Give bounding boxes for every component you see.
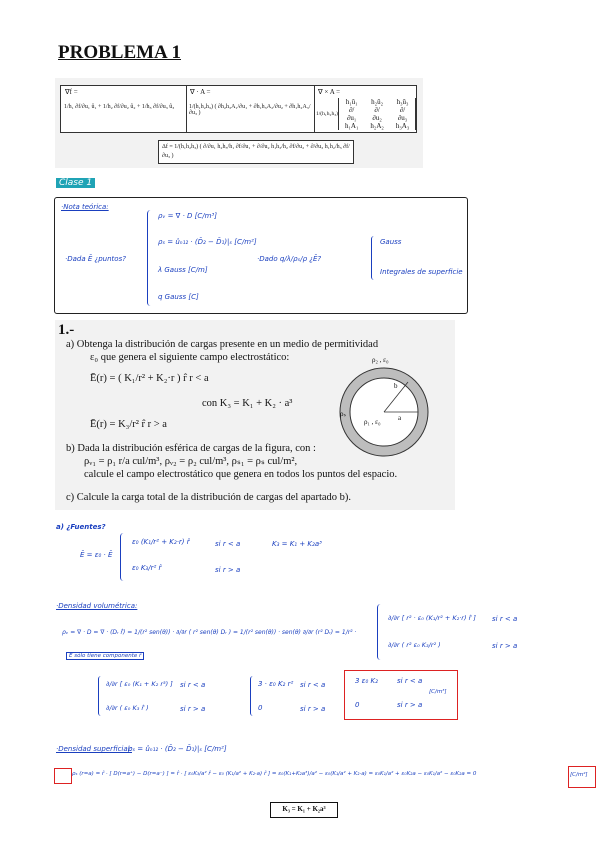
nota-dado: ·Dado q/λ/ρₛ/ρ ¿Ē? — [257, 255, 322, 263]
grad-head: ∇f = — [65, 88, 78, 96]
vol-case1: ∂/∂r [ r² · ε₀ (K₁/r² + K₂·r) r̂ ] — [388, 614, 476, 622]
sol-case2: ε₀ K₃/r² r̂ — [132, 564, 162, 572]
sup-result-box — [568, 766, 596, 788]
problem-b-line1: b) Dada la distribución esférica de cargas de la figura, con : — [66, 443, 316, 454]
nota-brace — [147, 210, 154, 306]
curl-cell: h₃A₃ — [395, 122, 410, 130]
div-formula: 1/(h₁h₂h₃) ( ∂h₂h₃A₁/∂u₁ + ∂h₁h₃A₂/∂u₂ + ∂h₁h₂A₃/∂u₃ ) — [189, 104, 311, 116]
nota-brace-right — [371, 236, 377, 280]
curl-prefix: 1/(h₁h₂h₃) — [316, 111, 338, 117]
step-brace-2 — [250, 676, 256, 716]
problem-c-line: c) Calcule la carga total de la distribución de cargas del apartado b). — [66, 492, 352, 503]
curl-matrix — [338, 98, 416, 130]
step1-case1: ∂/∂r [ ε₀ (K₁ + K₂ r³) ] — [106, 680, 173, 688]
vol-result-b: 0 — [355, 701, 360, 709]
nota-item: q Gauss [C] — [158, 293, 199, 301]
sol-brace — [120, 533, 127, 581]
step2-case2: 0 — [258, 704, 263, 712]
sup-result-unit: [C/m²] — [570, 772, 588, 778]
sup-start-box — [54, 768, 72, 784]
problem-con: con K₃ = K₁ + K₂ · a³ — [202, 398, 293, 409]
vol-result-box — [344, 670, 458, 720]
sup-head: ·Densidad superficial: — [56, 745, 132, 753]
vol-result-cond-gt: si r > a — [397, 701, 423, 709]
step2-cond-lt: si r < a — [300, 681, 326, 689]
nota-box — [54, 197, 468, 314]
laplacian-formula: Δf = 1/(h₁h₂h₃) ( ∂/∂u₁ h₂h₃/h₁ ∂f/∂u₁ + ∂/∂u₂ h₁h₃/h₂ ∂f/∂u₂ + ∂/∂u₃ h₁h₂/h₃ ∂f/∂u₃ ) — [158, 140, 354, 164]
step1-cond-lt: si r < a — [180, 681, 206, 689]
curl-cell: ∂/∂u₂ — [372, 106, 382, 122]
sol-case1: ε₀ (K₁/r² + K₂·r) r̂ — [132, 538, 190, 546]
fig-label-eps: ρ₂ , ε₀ — [372, 356, 389, 364]
vol-brace — [377, 604, 384, 660]
sol-cond-lt: si r < a — [215, 540, 241, 548]
nota-question: ·Dada Ē ¿puntos? — [65, 255, 126, 263]
formula-table — [60, 85, 417, 133]
problem-a-line2: ε₀ que genera el siguiente campo electrostático: — [90, 352, 290, 363]
nota-result: Gauss — [380, 238, 402, 246]
curl-cell: h₂û₂ — [371, 98, 384, 106]
grad-formula: 1/h₁ ∂f/∂u₁ û₁ + 1/h₂ ∂f/∂u₂ û₂ + 1/h₃ ∂f/∂u₃ û₃ — [64, 104, 175, 110]
problem-number: 1.- — [58, 322, 75, 338]
step2-case1: 3 · ε₀ K₂ r² — [258, 680, 294, 688]
curl-cell: h₃û₃ — [396, 98, 409, 106]
vol-eq: ρᵥ = ∇ · D = ∇ · (Dᵣ r̂) = 1/(r² sen(θ)) · ∂/∂r ( r² sen(θ) Dᵣ ) = 1/(r² sen(θ)) · sen(θ) ∂/∂r (r² Dᵣ) = 1/r² · — [62, 629, 357, 636]
fig-label-rs: ρₛ — [340, 410, 347, 418]
problem-b-line3: calcule el campo electrostático que genera en todos los puntos del espacio. — [84, 469, 398, 480]
vol-result-unit: [C/m³] — [429, 689, 447, 695]
nota-item: ρₛ = ûₙ₁₂ · (D̄₂ − D̄₁)|ₛ [C/m²] — [158, 238, 257, 246]
problem-e-inner: Ē(r) = ( K₁/r² + K₂·r ) r̂ r < a — [90, 373, 209, 384]
sol-field: Ē = ε₀ · Ē — [80, 551, 113, 559]
fig-label-r1: ρ₁ , ε₀ — [364, 418, 381, 426]
vol-result-a: 3 ε₀ K₂ — [355, 677, 378, 685]
vol-cond-lt: si r < a — [492, 615, 518, 623]
curl-head: ∇ × A = — [318, 88, 341, 96]
curl-cell: h₂A₂ — [370, 122, 384, 130]
div-head: ∇ · A = — [190, 88, 211, 96]
nota-result: Integrales de superficie — [380, 268, 463, 276]
k3-box — [270, 802, 338, 818]
k3-box-text: K₃ = K₁ + K₂a³ — [282, 805, 326, 813]
curl-cell: h₁A₁ — [344, 122, 359, 130]
curl-cell: ∂/∂u₁ — [346, 106, 357, 122]
page-title: PROBLEMA 1 — [58, 42, 181, 63]
sup-line: ρₛ (r=a) = r̂ · [ D(r=a⁺) − D(r=a⁻) ] = r̂ · [ ε₀K₃/a² r̂ − ε₀ (K₁/a² + K₂·a) r̂ ] = ε₀(K₁+K₂a³)/a² − ε₀(K₁/a² + K₂·a) = ε₀K₁/a² + ε₀K₂a − ε₀K₁/a² − ε₀K₂a = 0 — [72, 771, 477, 777]
vol-head: ·Densidad volumétrica: — [56, 602, 138, 610]
nota-item: λ Gauss [C/m] — [158, 266, 208, 274]
sphere-figure — [326, 352, 446, 462]
vol-cond-gt: si r > a — [492, 642, 518, 650]
sup-eq: ρₛ = ûₙ₁₂ · (D̄₂ − D̄₁)|ₛ [C/m²] — [128, 745, 227, 753]
sol-k3: K₃ = K₁ + K₂a³ — [272, 540, 322, 548]
sol-cond-gt: si r > a — [215, 566, 241, 574]
curl-cell: ∂/∂u₃ — [397, 106, 408, 122]
step1-case2: ∂/∂r ( ε₀ K₃ r̂ ) — [106, 704, 149, 712]
vol-case2: ∂/∂r ( r² ε₀ K₃/r² ) — [388, 641, 441, 649]
fig-label-a: a — [398, 414, 402, 422]
step2-cond-gt: si r > a — [300, 705, 326, 713]
problem-a-line1: a) Obtenga la distribución de cargas presente en un medio de permitividad — [66, 339, 379, 350]
vol-note: Ē sólo tiene componente r̂ — [66, 652, 144, 660]
clase-label: Clase 1 — [56, 178, 95, 188]
nota-item: ρᵥ = ∇ · D [C/m³] — [158, 212, 217, 220]
step-brace-1 — [98, 676, 104, 716]
curl-cell: h₁û₁ — [345, 98, 358, 106]
fig-label-b: b — [394, 382, 398, 390]
sol-a-head: a) ¿Fuentes? — [56, 523, 106, 531]
problem-e-outer: Ē(r) = K₃/r² r̂ r > a — [90, 419, 167, 430]
step1-cond-gt: si r > a — [180, 705, 206, 713]
problem-b-line2: ρᵥ₁ = ρ₁ r/a cul/m³, ρᵥ₂ = ρ₂ cul/m³, ρₛ₁ = ρₛ cul/m², — [84, 456, 298, 467]
nota-header: ·Nota teórica: — [61, 203, 109, 211]
vol-result-cond-lt: si r < a — [397, 677, 423, 685]
